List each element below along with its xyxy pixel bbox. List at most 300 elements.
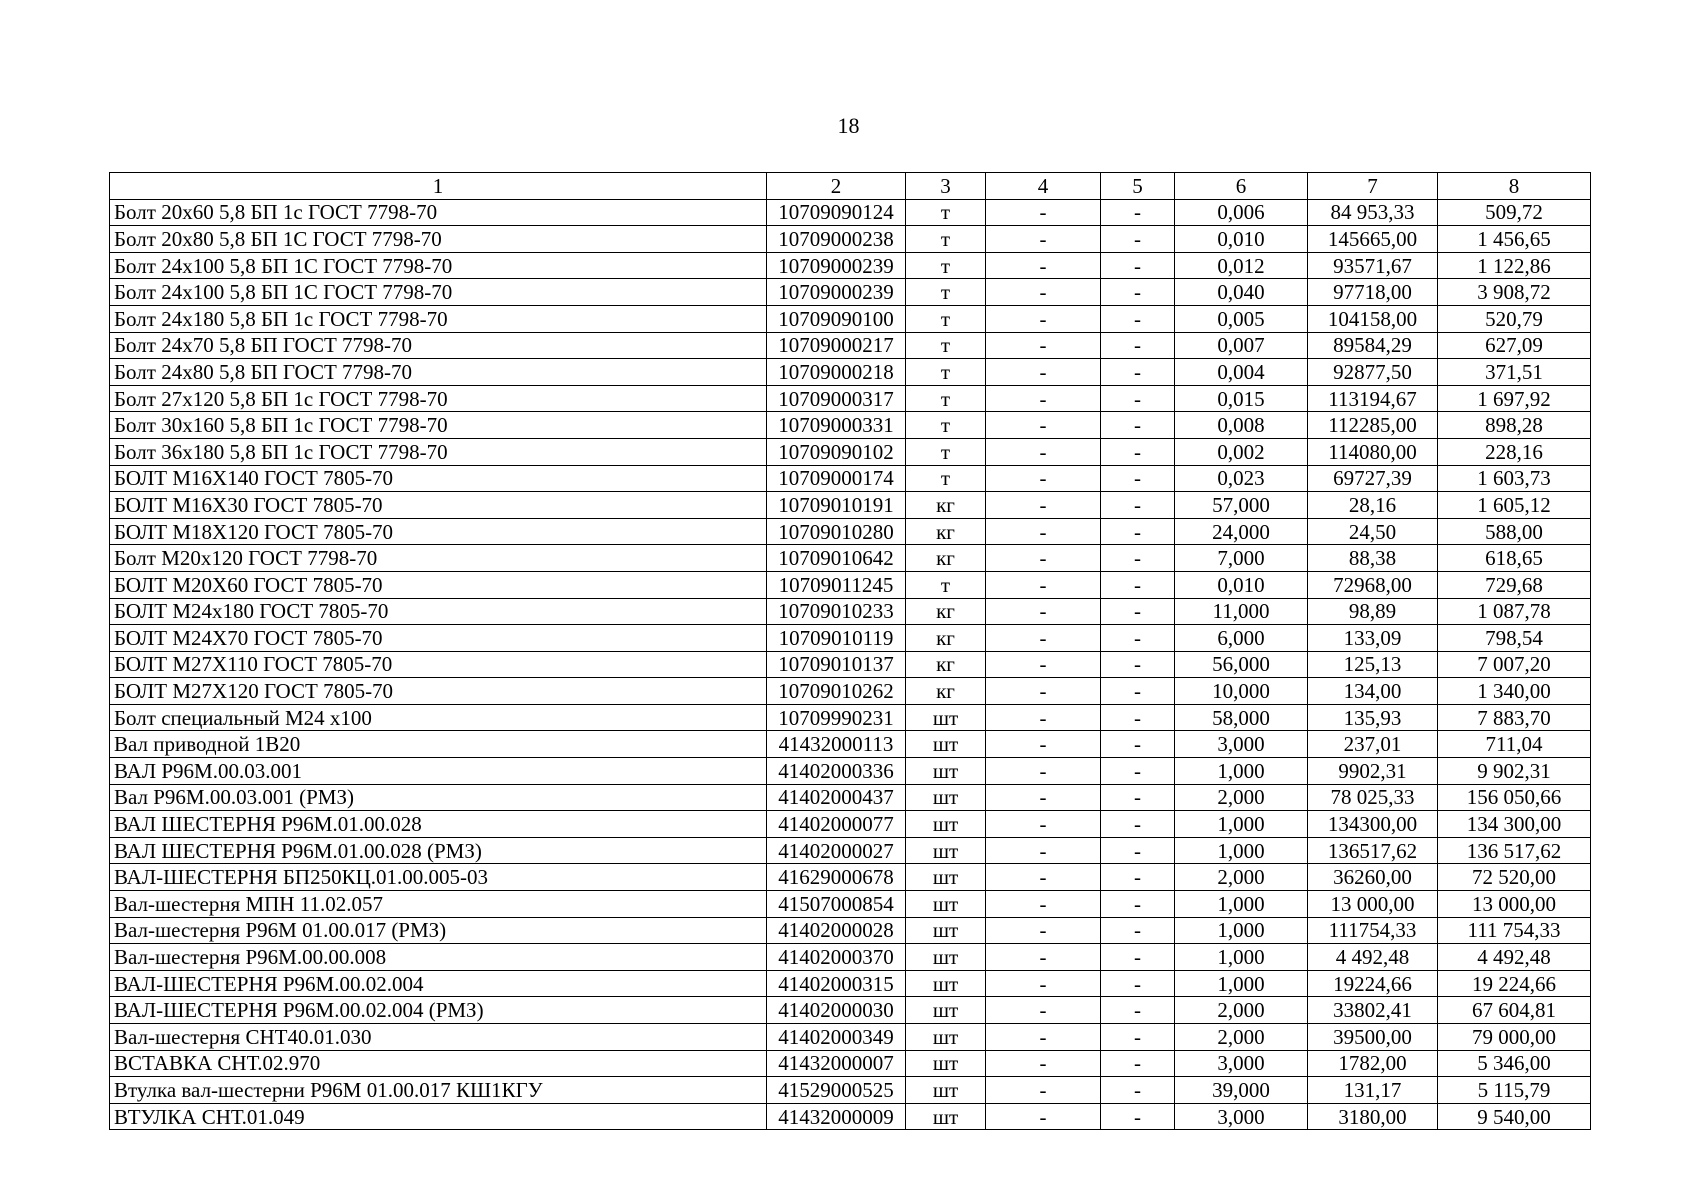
table-row <box>110 279 1591 306</box>
col5-cell: - <box>1101 864 1175 891</box>
quantity-cell: 2,000 <box>1175 784 1308 811</box>
table-row <box>110 811 1591 838</box>
table-row <box>110 837 1591 864</box>
unit-cell: кг <box>906 518 986 545</box>
col5-cell: - <box>1101 731 1175 758</box>
col4-cell: - <box>986 518 1101 545</box>
price-cell: 92877,50 <box>1308 359 1438 386</box>
col5-cell: - <box>1101 305 1175 332</box>
sum-cell: 509,72 <box>1438 199 1591 226</box>
sum-cell: 618,65 <box>1438 545 1591 572</box>
price-cell: 1782,00 <box>1308 1050 1438 1077</box>
item-name-cell: ВАЛ-ШЕСТЕРНЯ Р96М.00.02.004 (РМЗ) <box>110 997 767 1024</box>
unit-cell: т <box>906 305 986 332</box>
table-row <box>110 332 1591 359</box>
unit-cell: кг <box>906 598 986 625</box>
item-code-cell: 10709010119 <box>767 625 906 652</box>
table-row <box>110 731 1591 758</box>
table-row <box>110 598 1591 625</box>
col4-cell: - <box>986 1024 1101 1051</box>
unit-cell: т <box>906 571 986 598</box>
sum-cell: 729,68 <box>1438 571 1591 598</box>
col5-cell: - <box>1101 837 1175 864</box>
table-row <box>110 1050 1591 1077</box>
col4-cell: - <box>986 226 1101 253</box>
col5-cell: - <box>1101 465 1175 492</box>
price-cell: 98,89 <box>1308 598 1438 625</box>
price-cell: 136517,62 <box>1308 837 1438 864</box>
item-code-cell: 10709010280 <box>767 518 906 545</box>
unit-cell: шт <box>906 758 986 785</box>
item-name-cell: Болт специальный М24 х100 <box>110 704 767 731</box>
item-code-cell: 10709090124 <box>767 199 906 226</box>
item-name-cell: Болт 24х100 5,8 БП 1С ГОСТ 7798-70 <box>110 279 767 306</box>
col4-cell: - <box>986 891 1101 918</box>
table-row <box>110 758 1591 785</box>
price-cell: 24,50 <box>1308 518 1438 545</box>
quantity-cell: 1,000 <box>1175 944 1308 971</box>
col4-cell: - <box>986 917 1101 944</box>
quantity-cell: 56,000 <box>1175 651 1308 678</box>
sum-cell: 7 883,70 <box>1438 704 1591 731</box>
col4-cell: - <box>986 571 1101 598</box>
col4-cell: - <box>986 1050 1101 1077</box>
item-code-cell: 10709010191 <box>767 492 906 519</box>
unit-cell: т <box>906 359 986 386</box>
sum-cell: 67 604,81 <box>1438 997 1591 1024</box>
item-code-cell: 10709010262 <box>767 678 906 705</box>
table-row <box>110 864 1591 891</box>
sum-cell: 1 340,00 <box>1438 678 1591 705</box>
col5-cell: - <box>1101 1050 1175 1077</box>
price-cell: 88,38 <box>1308 545 1438 572</box>
col5-cell: - <box>1101 758 1175 785</box>
col5-cell: - <box>1101 332 1175 359</box>
price-cell: 111754,33 <box>1308 917 1438 944</box>
unit-cell: т <box>906 438 986 465</box>
unit-cell: т <box>906 279 986 306</box>
sum-cell: 228,16 <box>1438 438 1591 465</box>
col4-cell: - <box>986 332 1101 359</box>
col5-cell: - <box>1101 385 1175 412</box>
quantity-cell: 0,008 <box>1175 412 1308 439</box>
col4-cell: - <box>986 704 1101 731</box>
price-cell: 36260,00 <box>1308 864 1438 891</box>
sum-cell: 627,09 <box>1438 332 1591 359</box>
quantity-cell: 7,000 <box>1175 545 1308 572</box>
col4-cell: - <box>986 252 1101 279</box>
unit-cell: шт <box>906 970 986 997</box>
quantity-cell: 0,012 <box>1175 252 1308 279</box>
sum-cell: 79 000,00 <box>1438 1024 1591 1051</box>
item-name-cell: ВАЛ Р96М.00.03.001 <box>110 758 767 785</box>
unit-cell: т <box>906 465 986 492</box>
col4-cell: - <box>986 545 1101 572</box>
item-name-cell: Вал приводной 1В20 <box>110 731 767 758</box>
price-cell: 4 492,48 <box>1308 944 1438 971</box>
item-name-cell: ВАЛ-ШЕСТЕРНЯ БП250КЦ.01.00.005-03 <box>110 864 767 891</box>
price-cell: 9902,31 <box>1308 758 1438 785</box>
quantity-cell: 24,000 <box>1175 518 1308 545</box>
materials-table <box>109 172 1591 1130</box>
table-row <box>110 518 1591 545</box>
col4-cell: - <box>986 412 1101 439</box>
price-cell: 112285,00 <box>1308 412 1438 439</box>
price-cell: 145665,00 <box>1308 226 1438 253</box>
col4-cell: - <box>986 199 1101 226</box>
item-code-cell: 10709010137 <box>767 651 906 678</box>
quantity-cell: 0,002 <box>1175 438 1308 465</box>
item-name-cell: Болт 36х180 5,8 БП 1с ГОСТ 7798-70 <box>110 438 767 465</box>
unit-cell: шт <box>906 944 986 971</box>
sum-cell: 798,54 <box>1438 625 1591 652</box>
price-cell: 97718,00 <box>1308 279 1438 306</box>
item-code-cell: 10709990231 <box>767 704 906 731</box>
price-cell: 134,00 <box>1308 678 1438 705</box>
col4-cell: - <box>986 997 1101 1024</box>
item-code-cell: 10709000238 <box>767 226 906 253</box>
quantity-cell: 57,000 <box>1175 492 1308 519</box>
header-cell: 5 <box>1101 173 1175 200</box>
item-code-cell: 10709000218 <box>767 359 906 386</box>
sum-cell: 7 007,20 <box>1438 651 1591 678</box>
col5-cell: - <box>1101 279 1175 306</box>
col5-cell: - <box>1101 1103 1175 1130</box>
unit-cell: т <box>906 412 986 439</box>
price-cell: 114080,00 <box>1308 438 1438 465</box>
col4-cell: - <box>986 1077 1101 1104</box>
col5-cell: - <box>1101 917 1175 944</box>
quantity-cell: 1,000 <box>1175 891 1308 918</box>
item-code-cell: 10709010233 <box>767 598 906 625</box>
item-name-cell: БОЛТ М24х180 ГОСТ 7805-70 <box>110 598 767 625</box>
sum-cell: 5 346,00 <box>1438 1050 1591 1077</box>
item-name-cell: БОЛТ М16Х30 ГОСТ 7805-70 <box>110 492 767 519</box>
col5-cell: - <box>1101 571 1175 598</box>
col5-cell: - <box>1101 784 1175 811</box>
table-row <box>110 704 1591 731</box>
table-row <box>110 359 1591 386</box>
sum-cell: 111 754,33 <box>1438 917 1591 944</box>
unit-cell: т <box>906 252 986 279</box>
col4-cell: - <box>986 465 1101 492</box>
header-cell: 2 <box>767 173 906 200</box>
quantity-cell: 0,015 <box>1175 385 1308 412</box>
item-code-cell: 41402000349 <box>767 1024 906 1051</box>
table-row <box>110 970 1591 997</box>
price-cell: 78 025,33 <box>1308 784 1438 811</box>
unit-cell: шт <box>906 731 986 758</box>
col5-cell: - <box>1101 1024 1175 1051</box>
unit-cell: шт <box>906 1050 986 1077</box>
item-name-cell: Вал Р96М.00.03.001 (РМЗ) <box>110 784 767 811</box>
col4-cell: - <box>986 811 1101 838</box>
price-cell: 89584,29 <box>1308 332 1438 359</box>
header-cell: 8 <box>1438 173 1591 200</box>
table-row <box>110 784 1591 811</box>
item-code-cell: 10709000239 <box>767 252 906 279</box>
item-name-cell: Болт 20х60 5,8 БП 1с ГОСТ 7798-70 <box>110 199 767 226</box>
table-row <box>110 625 1591 652</box>
col5-cell: - <box>1101 997 1175 1024</box>
item-code-cell: 10709000174 <box>767 465 906 492</box>
col4-cell: - <box>986 279 1101 306</box>
col4-cell: - <box>986 837 1101 864</box>
table-row <box>110 412 1591 439</box>
table-row <box>110 385 1591 412</box>
sum-cell: 9 540,00 <box>1438 1103 1591 1130</box>
sum-cell: 520,79 <box>1438 305 1591 332</box>
header-cell: 6 <box>1175 173 1308 200</box>
item-code-cell: 10709000317 <box>767 385 906 412</box>
sum-cell: 588,00 <box>1438 518 1591 545</box>
col4-cell: - <box>986 651 1101 678</box>
table-row <box>110 438 1591 465</box>
sum-cell: 711,04 <box>1438 731 1591 758</box>
sum-cell: 9 902,31 <box>1438 758 1591 785</box>
sum-cell: 72 520,00 <box>1438 864 1591 891</box>
col4-cell: - <box>986 944 1101 971</box>
price-cell: 104158,00 <box>1308 305 1438 332</box>
price-cell: 33802,41 <box>1308 997 1438 1024</box>
col5-cell: - <box>1101 704 1175 731</box>
quantity-cell: 0,005 <box>1175 305 1308 332</box>
price-cell: 69727,39 <box>1308 465 1438 492</box>
table-row <box>110 917 1591 944</box>
col4-cell: - <box>986 359 1101 386</box>
col5-cell: - <box>1101 438 1175 465</box>
item-name-cell: БОЛТ М20Х60 ГОСТ 7805-70 <box>110 571 767 598</box>
quantity-cell: 6,000 <box>1175 625 1308 652</box>
header-cell: 1 <box>110 173 767 200</box>
col4-cell: - <box>986 731 1101 758</box>
col5-cell: - <box>1101 226 1175 253</box>
col4-cell: - <box>986 305 1101 332</box>
sum-cell: 4 492,48 <box>1438 944 1591 971</box>
col5-cell: - <box>1101 518 1175 545</box>
item-code-cell: 41402000027 <box>767 837 906 864</box>
unit-cell: кг <box>906 492 986 519</box>
item-name-cell: БОЛТ М27Х110 ГОСТ 7805-70 <box>110 651 767 678</box>
item-code-cell: 41402000370 <box>767 944 906 971</box>
col5-cell: - <box>1101 1077 1175 1104</box>
table-row <box>110 1103 1591 1130</box>
item-name-cell: Болт 30х160 5,8 БП 1с ГОСТ 7798-70 <box>110 412 767 439</box>
unit-cell: шт <box>906 997 986 1024</box>
table-row <box>110 678 1591 705</box>
quantity-cell: 3,000 <box>1175 731 1308 758</box>
sum-cell: 5 115,79 <box>1438 1077 1591 1104</box>
item-code-cell: 41402000028 <box>767 917 906 944</box>
quantity-cell: 0,007 <box>1175 332 1308 359</box>
item-code-cell: 10709000239 <box>767 279 906 306</box>
item-name-cell: БОЛТ М27Х120 ГОСТ 7805-70 <box>110 678 767 705</box>
item-code-cell: 10709090100 <box>767 305 906 332</box>
col4-cell: - <box>986 1103 1101 1130</box>
price-cell: 39500,00 <box>1308 1024 1438 1051</box>
price-cell: 3180,00 <box>1308 1103 1438 1130</box>
col5-cell: - <box>1101 199 1175 226</box>
col4-cell: - <box>986 438 1101 465</box>
col5-cell: - <box>1101 678 1175 705</box>
table-row <box>110 944 1591 971</box>
quantity-cell: 3,000 <box>1175 1050 1308 1077</box>
col5-cell: - <box>1101 492 1175 519</box>
item-name-cell: Вал-шестерня СНТ40.01.030 <box>110 1024 767 1051</box>
unit-cell: т <box>906 332 986 359</box>
page-number: 18 <box>837 113 860 138</box>
sum-cell: 1 697,92 <box>1438 385 1591 412</box>
unit-cell: кг <box>906 545 986 572</box>
item-code-cell: 10709010642 <box>767 545 906 572</box>
table-row <box>110 891 1591 918</box>
col5-cell: - <box>1101 252 1175 279</box>
sum-cell: 1 605,12 <box>1438 492 1591 519</box>
item-name-cell: Вал-шестерня МПН 11.02.057 <box>110 891 767 918</box>
header-cell: 4 <box>986 173 1101 200</box>
item-name-cell: БОЛТ М24Х70 ГОСТ 7805-70 <box>110 625 767 652</box>
item-name-cell: Болт 24х70 5,8 БП ГОСТ 7798-70 <box>110 332 767 359</box>
item-name-cell: Болт М20х120 ГОСТ 7798-70 <box>110 545 767 572</box>
item-code-cell: 10709011245 <box>767 571 906 598</box>
unit-cell: шт <box>906 1103 986 1130</box>
table-row <box>110 545 1591 572</box>
item-name-cell: Болт 24х80 5,8 БП ГОСТ 7798-70 <box>110 359 767 386</box>
price-cell: 19224,66 <box>1308 970 1438 997</box>
quantity-cell: 0,023 <box>1175 465 1308 492</box>
sum-cell: 898,28 <box>1438 412 1591 439</box>
table-row <box>110 997 1591 1024</box>
price-cell: 125,13 <box>1308 651 1438 678</box>
item-code-cell: 41432000007 <box>767 1050 906 1077</box>
unit-cell: кг <box>906 678 986 705</box>
unit-cell: т <box>906 199 986 226</box>
price-cell: 84 953,33 <box>1308 199 1438 226</box>
col5-cell: - <box>1101 944 1175 971</box>
quantity-cell: 39,000 <box>1175 1077 1308 1104</box>
item-code-cell: 41432000009 <box>767 1103 906 1130</box>
item-code-cell: 10709000217 <box>767 332 906 359</box>
table-row <box>110 571 1591 598</box>
item-name-cell: БОЛТ М16Х140 ГОСТ 7805-70 <box>110 465 767 492</box>
item-name-cell: ВТУЛКА СНТ.01.049 <box>110 1103 767 1130</box>
col5-cell: - <box>1101 545 1175 572</box>
price-cell: 133,09 <box>1308 625 1438 652</box>
col4-cell: - <box>986 492 1101 519</box>
table-row <box>110 226 1591 253</box>
unit-cell: шт <box>906 837 986 864</box>
sum-cell: 371,51 <box>1438 359 1591 386</box>
sum-cell: 1 087,78 <box>1438 598 1591 625</box>
item-code-cell: 41432000113 <box>767 731 906 758</box>
quantity-cell: 11,000 <box>1175 598 1308 625</box>
sum-cell: 156 050,66 <box>1438 784 1591 811</box>
table-row <box>110 1077 1591 1104</box>
col4-cell: - <box>986 784 1101 811</box>
table-row <box>110 1024 1591 1051</box>
col5-cell: - <box>1101 598 1175 625</box>
item-name-cell: Болт 24х100 5,8 БП 1С ГОСТ 7798-70 <box>110 252 767 279</box>
unit-cell: шт <box>906 864 986 891</box>
price-cell: 72968,00 <box>1308 571 1438 598</box>
col4-cell: - <box>986 625 1101 652</box>
table-row <box>110 252 1591 279</box>
quantity-cell: 3,000 <box>1175 1103 1308 1130</box>
unit-cell: т <box>906 385 986 412</box>
sum-cell: 19 224,66 <box>1438 970 1591 997</box>
price-cell: 93571,67 <box>1308 252 1438 279</box>
item-code-cell: 41402000315 <box>767 970 906 997</box>
price-cell: 131,17 <box>1308 1077 1438 1104</box>
col5-cell: - <box>1101 412 1175 439</box>
item-name-cell: Вал-шестерня Р96М.00.00.008 <box>110 944 767 971</box>
quantity-cell: 0,004 <box>1175 359 1308 386</box>
sum-cell: 1 456,65 <box>1438 226 1591 253</box>
col5-cell: - <box>1101 891 1175 918</box>
item-code-cell: 10709000331 <box>767 412 906 439</box>
table-row <box>110 465 1591 492</box>
price-cell: 113194,67 <box>1308 385 1438 412</box>
col4-cell: - <box>986 598 1101 625</box>
unit-cell: шт <box>906 784 986 811</box>
unit-cell: шт <box>906 704 986 731</box>
quantity-cell: 58,000 <box>1175 704 1308 731</box>
item-code-cell: 41402000030 <box>767 997 906 1024</box>
unit-cell: кг <box>906 625 986 652</box>
table-row <box>110 305 1591 332</box>
table-row <box>110 651 1591 678</box>
sum-cell: 136 517,62 <box>1438 837 1591 864</box>
item-name-cell: ВАЛ ШЕСТЕРНЯ Р96М.01.00.028 (РМЗ) <box>110 837 767 864</box>
col4-cell: - <box>986 864 1101 891</box>
item-code-cell: 41402000437 <box>767 784 906 811</box>
quantity-cell: 0,040 <box>1175 279 1308 306</box>
item-code-cell: 10709090102 <box>767 438 906 465</box>
item-code-cell: 41402000336 <box>767 758 906 785</box>
item-name-cell: Болт 20х80 5,8 БП 1С ГОСТ 7798-70 <box>110 226 767 253</box>
unit-cell: шт <box>906 891 986 918</box>
quantity-cell: 1,000 <box>1175 758 1308 785</box>
quantity-cell: 0,010 <box>1175 571 1308 598</box>
price-cell: 13 000,00 <box>1308 891 1438 918</box>
quantity-cell: 1,000 <box>1175 837 1308 864</box>
sum-cell: 1 603,73 <box>1438 465 1591 492</box>
item-name-cell: БОЛТ М18Х120 ГОСТ 7805-70 <box>110 518 767 545</box>
unit-cell: кг <box>906 651 986 678</box>
col5-cell: - <box>1101 970 1175 997</box>
sum-cell: 134 300,00 <box>1438 811 1591 838</box>
item-code-cell: 41402000077 <box>767 811 906 838</box>
item-code-cell: 41507000854 <box>767 891 906 918</box>
table-row <box>110 492 1591 519</box>
item-name-cell: Болт 24х180 5,8 БП 1с ГОСТ 7798-70 <box>110 305 767 332</box>
quantity-cell: 1,000 <box>1175 970 1308 997</box>
unit-cell: шт <box>906 1077 986 1104</box>
col5-cell: - <box>1101 625 1175 652</box>
quantity-cell: 2,000 <box>1175 997 1308 1024</box>
col5-cell: - <box>1101 811 1175 838</box>
unit-cell: шт <box>906 1024 986 1051</box>
item-name-cell: ВАЛ ШЕСТЕРНЯ Р96М.01.00.028 <box>110 811 767 838</box>
sum-cell: 13 000,00 <box>1438 891 1591 918</box>
header-cell: 7 <box>1308 173 1438 200</box>
item-code-cell: 41529000525 <box>767 1077 906 1104</box>
unit-cell: шт <box>906 917 986 944</box>
sum-cell: 1 122,86 <box>1438 252 1591 279</box>
item-name-cell: Болт 27х120 5,8 БП 1с ГОСТ 7798-70 <box>110 385 767 412</box>
item-name-cell: Втулка вал-шестерни Р96М 01.00.017 КШ1КГУ <box>110 1077 767 1104</box>
col5-cell: - <box>1101 359 1175 386</box>
